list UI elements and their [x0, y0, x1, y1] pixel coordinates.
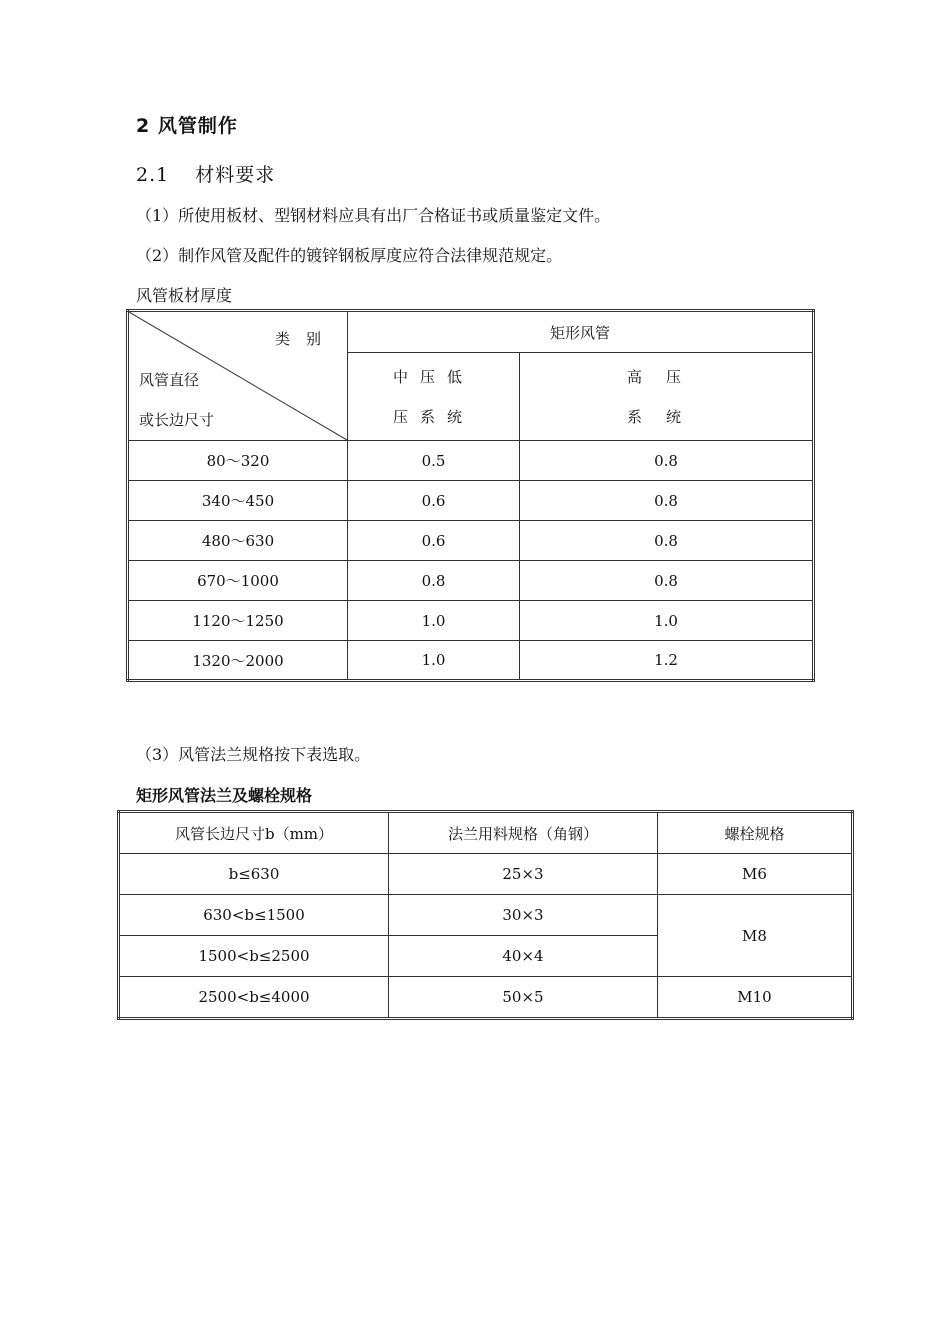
flange-cell: 40×4	[389, 936, 658, 977]
high-pressure-cell: 0.8	[520, 441, 814, 481]
low-pressure-cell: 1.0	[348, 641, 520, 681]
size-cell: 670～1000	[128, 561, 348, 601]
table2-caption: 矩形风管法兰及螺栓规格	[136, 786, 313, 805]
table-row	[128, 561, 814, 601]
low-pressure-cell: 0.8	[348, 561, 520, 601]
size-cell: 480～630	[128, 521, 348, 561]
section-number: 2	[136, 115, 151, 137]
flange-cell: 25×3	[389, 854, 658, 895]
col-header-high-line1: 高压	[626, 367, 705, 386]
col-header-low-line2: 压系统	[392, 407, 474, 426]
size-cell: 80～320	[128, 441, 348, 481]
corner-left-label-1: 风管直径	[139, 371, 200, 389]
subsection-title: 材料要求	[195, 164, 276, 186]
table-row	[128, 601, 814, 641]
flange-cell: 30×3	[389, 895, 658, 936]
table-row	[128, 641, 814, 681]
size-cell: 630<b≤1500	[119, 895, 389, 936]
high-pressure-cell: 0.8	[520, 561, 814, 601]
low-pressure-cell: 0.5	[348, 441, 520, 481]
table-row	[128, 481, 814, 521]
section-title: 风管制作	[157, 115, 238, 137]
table2-header-bolt: 螺栓规格	[658, 812, 853, 854]
size-cell: 2500<b≤4000	[119, 977, 389, 1019]
size-cell: b≤630	[119, 854, 389, 895]
bolt-cell: M10	[658, 977, 853, 1019]
col-header-high-line2: 系统	[626, 407, 705, 426]
table-row	[119, 977, 853, 1019]
paragraph-3: （3）风管法兰规格按下表选取。	[136, 745, 371, 764]
table-row	[128, 521, 814, 561]
size-cell: 1320～2000	[128, 641, 348, 681]
bolt-cell: M6	[658, 854, 853, 895]
table1-col-header-low	[348, 353, 520, 441]
table2-header-size: 风管长边尺寸b（mm）	[119, 812, 389, 854]
table2-header-row	[119, 812, 853, 854]
corner-top-label: 类别	[274, 330, 337, 348]
paragraph-2: （2）制作风管及配件的镀锌钢板厚度应符合法律规范规定。	[136, 246, 563, 265]
table1-group-header: 矩形风管	[348, 311, 814, 353]
high-pressure-cell: 1.2	[520, 641, 814, 681]
table-row	[119, 895, 853, 936]
table1-caption: 风管板材厚度	[136, 286, 233, 305]
high-pressure-cell: 0.8	[520, 521, 814, 561]
flange-cell: 50×5	[389, 977, 658, 1019]
thickness-table	[126, 309, 815, 682]
table-row	[119, 854, 853, 895]
low-pressure-cell: 0.6	[348, 481, 520, 521]
high-pressure-cell: 1.0	[520, 601, 814, 641]
section-heading	[136, 111, 238, 138]
subsection-heading	[136, 160, 275, 187]
low-pressure-cell: 1.0	[348, 601, 520, 641]
bolt-cell: M8	[658, 895, 853, 977]
table1-col-header-high	[520, 353, 814, 441]
size-cell: 340～450	[128, 481, 348, 521]
table1-corner-cell	[128, 311, 348, 441]
size-cell: 1500<b≤2500	[119, 936, 389, 977]
flange-table	[117, 810, 854, 1020]
subsection-number: 2.1	[136, 164, 170, 186]
size-cell: 1120～1250	[128, 601, 348, 641]
table2-header-flange: 法兰用料规格（角钢）	[389, 812, 658, 854]
low-pressure-cell: 0.6	[348, 521, 520, 561]
high-pressure-cell: 0.8	[520, 481, 814, 521]
col-header-low-line1: 中压低	[392, 367, 474, 386]
table-row	[128, 441, 814, 481]
corner-left-label-2: 或长边尺寸	[139, 411, 215, 429]
paragraph-1: （1）所使用板材、型钢材料应具有出厂合格证书或质量鉴定文件。	[136, 206, 611, 225]
